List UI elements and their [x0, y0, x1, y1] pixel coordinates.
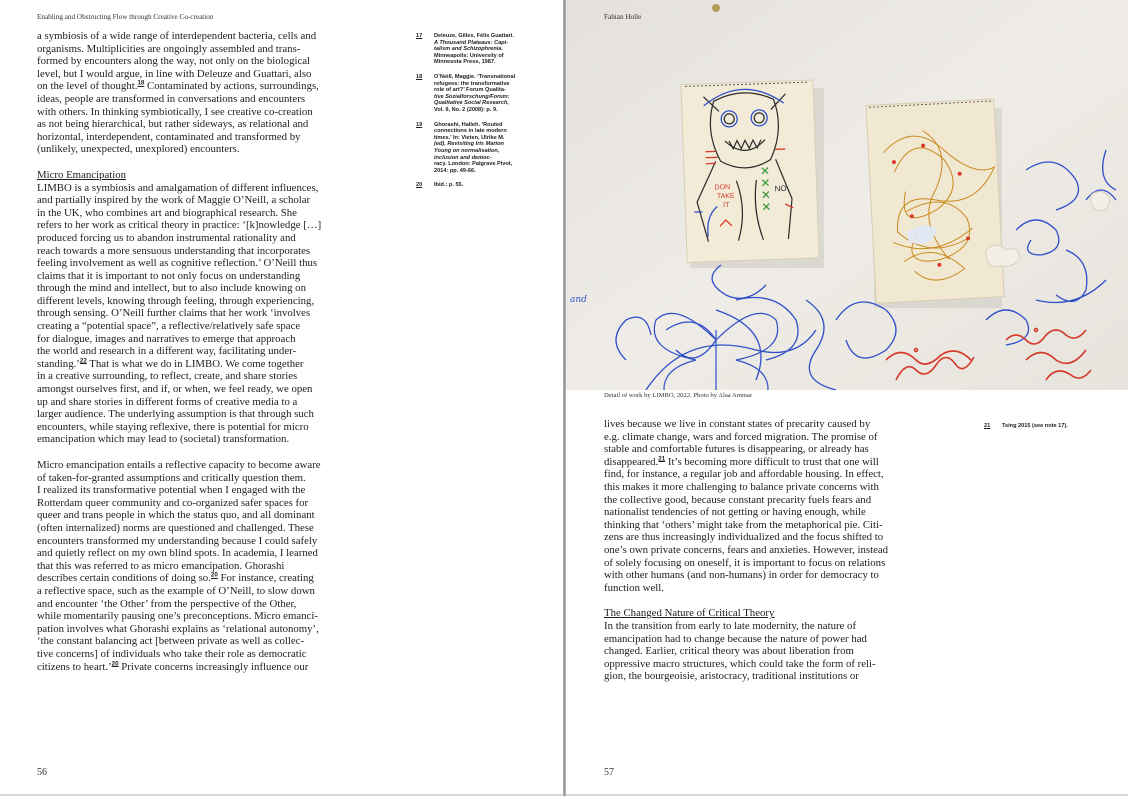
text-line: in the UK, who combines art and biographical research. She [37, 206, 297, 219]
footnote-18 [416, 74, 531, 114]
text-line: tive concerns] of individuals who take their role as democratic [37, 647, 307, 660]
text-line: Rotterdam queer community and co-organized safer spaces for [37, 496, 309, 509]
text-line: larger audience. The underlying assumption is that through such [37, 408, 314, 421]
footnote-line: O’Neill, Maggie. ‘Transnational [434, 73, 516, 80]
text-line: I realized its transformative potential when I engaged with the [37, 484, 306, 497]
drawing-right [866, 99, 1004, 303]
text-line: stable and comfortable futures is disappearing, or already has [604, 443, 869, 456]
text-line: through sensing. O’Neill further claims that her work ‘involves [37, 307, 311, 320]
text-line: queer and trans people in which the status quo, and all dominant [37, 509, 315, 522]
footnote-ref-20[interactable]: 20 [210, 571, 218, 579]
footnote-line: Minneapolis: University of [434, 52, 504, 59]
text-line: in a creative surrounding, to reflect, create, and share stories [37, 370, 298, 383]
left-footnotes [416, 33, 531, 197]
text-line: for dialogue, images and narratives to emerge that approach [37, 332, 296, 345]
right-body-text [604, 418, 934, 683]
text-line: (often internalized) norms are questioned and challenged. These [37, 521, 314, 534]
photo-caption: Detail of work by LIMBO, 2022. Photo by Alaa Ammar [604, 392, 753, 399]
text-line: one’s own private concerns, fears and anxieties. However, instead [604, 543, 889, 556]
section-heading-micro-emancipation: Micro Emancipation [37, 168, 127, 181]
text-line: up and share stories in different forms of creative media to a [37, 395, 298, 408]
text-line: That is what we do in LIMBO. We come together [86, 357, 304, 370]
text-line: refers to her work as critical theory in practice: ‘[k]nowledge […] [37, 219, 322, 232]
drawing-word-no: NO [774, 183, 787, 194]
text-line: changed. Earlier, critical theory was about liberation from [604, 645, 854, 658]
text-line: disappeared. [604, 455, 659, 468]
text-line: different levels, knowing through feeling, through experiencing, [37, 294, 315, 307]
footnote-line: Ghorashi, Halleh. ‘Routed [434, 121, 503, 128]
text-line: claims that it is important to not only focus on understanding [37, 269, 301, 282]
text-line: while momentarily pausing one’s preconceptions. Micro emanci- [37, 610, 318, 623]
footnote-line: Deleuze, Gilles, Félix Guattari. [434, 33, 514, 39]
footnote-21 [984, 423, 1104, 430]
footnote-line: refugees: the transformative [434, 80, 510, 87]
text-line: function well. [604, 581, 664, 594]
text-line: nationalist tendencies of not getting or having enough, while [604, 506, 866, 519]
footnote-line: Young on normalisation, [434, 147, 500, 154]
text-line: the world and research in a different way, facilitating under- [37, 345, 297, 358]
text-line: produced forcing us to abandon instrumental rationality and [37, 231, 296, 244]
footnote-line: 2014: pp. 49-66. [434, 167, 476, 174]
text-line: reach towards a more sensuous understanding that incorporates [37, 244, 311, 257]
footnote-20 [416, 182, 531, 189]
text-line: this makes it more challenging to balance private concerns with [604, 480, 879, 493]
text-line: standing.’ [37, 357, 80, 370]
footnote-line: connections in late modern [434, 128, 507, 135]
text-line: horizontal, interdependent, contaminated and transformed by [37, 130, 301, 143]
drawing-left [681, 80, 819, 262]
footnote-line: talism and Schizophrenia. [434, 46, 504, 53]
footnote-line: racy. London: Palgrave Pivot, [434, 161, 513, 168]
text-line: of taken-for-granted assumptions and critically question them. [37, 471, 306, 484]
footnote-line: Ibid.: p. 55. [434, 182, 464, 189]
right-page [566, 0, 1128, 794]
left-paragraph-3 [37, 459, 367, 673]
text-line: zens are thus increasingly individualized and the focus shifted to [604, 531, 884, 544]
text-line: the collective good, because constant precarity fuels fears and [604, 493, 872, 506]
text-line: LIMBO is a symbiosis and amalgamation of different influences, [37, 181, 319, 194]
text-line: through the mind and intellect, but to also include knowing on [37, 282, 306, 295]
text-line: describes certain conditions of doing so. [37, 572, 211, 585]
text-line: gion, the bourgeoisie, aristocracy, traditional institutions or [604, 670, 859, 683]
page-number-left: 56 [37, 767, 47, 778]
text-line: ideas, people are transformed in conversations and encounters [37, 92, 306, 105]
right-paragraph-2 [604, 620, 934, 683]
text-line: that this was referred to as micro emancipation. Ghorashi [37, 559, 285, 572]
footnote-line: (ed). Revisiting Iris Marion [434, 141, 504, 148]
text-line: lives because we live in constant states of precarity caused by [604, 418, 871, 430]
handwritten-word: and [570, 295, 587, 305]
page-number-right: 57 [604, 767, 614, 778]
text-line: organisms. Multiplicities are ongoingly assembled and trans- [37, 42, 301, 55]
footnote-line: tive Sozialforschung/Forum: [434, 93, 510, 100]
text-line: Private concerns increasingly influence our [118, 660, 309, 673]
text-line: emancipation which may lead to (societal) transformation. [37, 433, 290, 446]
text-line: amongst ourselves first, and if, or when, we feel ready, we open [37, 383, 313, 396]
footnote-number: 17 [416, 33, 423, 39]
right-paragraph-1 [604, 418, 934, 594]
footnote-number: 19 [416, 121, 423, 128]
footnote-ref-21[interactable]: 21 [658, 455, 666, 463]
text-line: e.g. climate change, wars and forced migration. The promise of [604, 430, 878, 443]
text-line: a reflective space, such as the example of O’Neill, to slow down [37, 584, 315, 597]
text-line: encounters transformed my understanding because I could safely [37, 534, 318, 547]
text-line: oppressive macro structures, which could take the form of reli- [604, 657, 876, 670]
text-line: creating a “potential space”, a reflective/relatively safe space [37, 320, 301, 333]
right-footnotes [984, 423, 1104, 438]
drawing-word-it: IT [723, 201, 730, 210]
footnote-number: 18 [416, 73, 423, 80]
footnote-line: Tsing 2015 (see note 17). [1002, 423, 1068, 429]
text-line: citizens to heart.’ [37, 660, 112, 673]
footnote-number: 21 [984, 423, 991, 429]
footnote-line: Minnesota Press, 1987. [434, 59, 496, 66]
running-header-left: Enabling and Obstructing Flow through Creative Co-creation [37, 13, 214, 21]
footnote-19 [416, 122, 531, 175]
footnote-17 [416, 33, 531, 66]
text-line: level, but I would argue, in line with Deleuze and Guattari, also [37, 67, 312, 80]
text-line: For instance, creating [217, 572, 314, 585]
text-line: ‘the constant balancing act [between private as well as collec- [37, 635, 305, 648]
left-paragraph-1 [37, 30, 367, 156]
footnote-ref-22[interactable]: 22 [79, 357, 87, 365]
text-line: a symbiosis of a wide range of interdependent bacteria, cells and [37, 30, 317, 42]
footnote-line: times.’ In: Vieten, Ulrike M. [434, 134, 505, 141]
artwork-illustration [566, 0, 1128, 390]
artwork-photo [566, 0, 1128, 390]
text-line: and partially inspired by the work of Maggie O’Neill, a scholar [37, 194, 311, 207]
footnote-line: A Thousand Plateaus: Capi- [434, 39, 509, 46]
text-line: encounters, while staying reflexive, there is potential for micro [37, 420, 309, 433]
text-line: In the transition from early to late modernity, the nature of [604, 619, 857, 632]
footnote-number: 20 [416, 182, 423, 189]
section-heading-critical-theory: The Changed Nature of Critical Theory [604, 607, 775, 620]
text-line: on the level of thought. [37, 80, 138, 93]
text-line: pation involves what Ghorashi explains as ‘relational autonomy’, [37, 622, 319, 635]
footnote-line: role of art?’ Forum Qualita- [434, 87, 506, 94]
text-line: formed by encounters along the way, not only on the biological [37, 55, 311, 68]
text-line: feeling involvement as well as cognitive reflection.’ O’Neill thus [37, 257, 318, 270]
footnote-ref-20[interactable]: 20 [111, 659, 119, 667]
drawing-word-take: TAKE [716, 192, 735, 201]
text-line: find, for instance, a regular job and affordable housing. In effect, [604, 468, 884, 481]
text-line: thinking that ‘others’ might take from the metaphorical pie. Citi- [604, 518, 883, 531]
footnote-line: Vol. 9, No. 2 (2008): p. 9. [434, 106, 498, 113]
footnote-line: Qualitative Social Research, [434, 100, 509, 107]
drawing-word-don: DON [714, 183, 731, 192]
text-line: with other humans (and non-humans) in order for democracy to [604, 569, 879, 582]
text-line: Contaminated by actions, surroundings, [144, 80, 319, 93]
text-line: of solely focusing on oneself, it is important to focus on relations [604, 556, 886, 569]
text-line: Micro emancipation entails a reflective capacity to become aware [37, 459, 321, 471]
left-page [0, 0, 564, 794]
footnote-line: inclusion and democ- [434, 154, 492, 161]
pin-icon [712, 4, 720, 12]
text-line: and quietly reflect on my own blind spots. In academia, I learned [37, 547, 318, 560]
text-line: (unlikely, unexpected, unexplored) encounters. [37, 143, 240, 156]
left-paragraph-2 [37, 182, 367, 446]
text-line: It’s becoming more difficult to trust that one will [665, 455, 879, 468]
text-line: as not being hierarchical, but rather sideways, as relational and [37, 118, 309, 131]
text-line: with others. In thinking symbiotically, I see creative co-creation [37, 105, 313, 118]
footnote-ref-18[interactable]: 18 [137, 79, 145, 87]
left-body-text [37, 30, 367, 673]
running-header-right: Fabian Holle [604, 13, 642, 21]
text-line: and encounter ‘the Other’ from the perspective of the Other, [37, 597, 297, 610]
text-line: emancipation had to change because the nature of power had [604, 632, 867, 645]
